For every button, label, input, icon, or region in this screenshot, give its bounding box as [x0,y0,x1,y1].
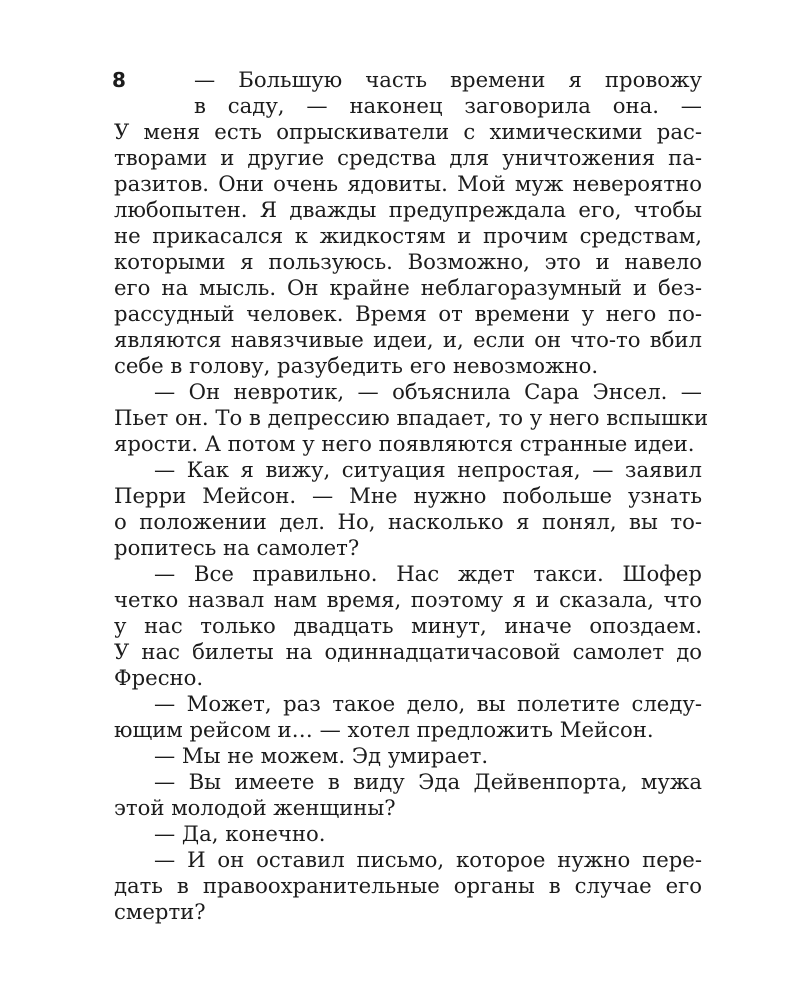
text-line: — Он невротик, — объяснила Сара Энсел. — [154,379,702,404]
text-line: — Вы имеете в виду Эда Дейвенпорта, мужа [154,769,702,794]
text-line: которыми я пользуюсь. Возможно, это и навело [114,249,702,274]
text-line: разитов. Они очень ядовиты. Мой муж невероятно [114,171,702,196]
text-line: — Да, конечно. [154,821,326,846]
text-line: — Может, раз такое дело, вы полетите следу- [154,691,702,716]
text-line: у нас только двадцать минут, иначе опоздаем. [114,613,702,638]
text-line: дать в правоохранительные органы в случае его [114,873,702,898]
text-line: его на мысль. Он крайне неблагоразумный и без- [114,275,702,300]
text-line: этой молодой женщины? [114,795,396,820]
text-line: — Как я вижу, ситуация непростая, — заявил [154,457,702,482]
text-line: Фресно. [114,665,204,690]
text-line: ющим рейсом и… — хотел предложить Мейсон. [114,717,654,742]
text-line: — Большую часть времени я провожу [194,67,702,92]
text-line: не прикасался к жидкостям и прочим средствам, [114,223,702,248]
text-line: Перри Мейсон. — Мне нужно побольше узнать [114,483,702,508]
page-number: 8 [112,68,127,92]
text-line: У меня есть опрыскиватели с химическими рас- [114,119,702,144]
body-text [114,67,709,925]
text-line: — Все правильно. Нас ждет такси. Шофер [154,561,702,586]
text-line: смерти? [114,899,206,924]
text-line: являются навязчивые идеи, и, если он что-то вбил [114,327,702,352]
text-line: ярости. А потом у него появляются странные идеи. [114,431,695,456]
text-line: себе в голову, разубедить его невозможно. [114,353,599,378]
text-line: о положении дел. Но, насколько я понял, вы то- [114,509,702,534]
text-line: ропитесь на самолет? [114,535,360,560]
text-line: — Мы не можем. Эд умирает. [154,743,489,768]
text-line: творами и другие средства для уничтожения па- [114,145,702,170]
text-line: У нас билеты на одиннадцатичасовой самолет до [114,639,702,664]
text-line: в саду, — наконец заговорила она. — [194,93,702,118]
text-line: четко назвал нам время, поэтому я и сказала, что [114,587,702,612]
text-line: Пьет он. То в депрессию впадает, то у него вспышки [114,405,709,430]
text-line: — И он оставил письмо, которое нужно пере- [154,847,702,872]
text-line: рассудный человек. Время от времени у него по- [114,301,702,326]
text-line: любопытен. Я дважды предупреждала его, чтобы [114,197,702,222]
